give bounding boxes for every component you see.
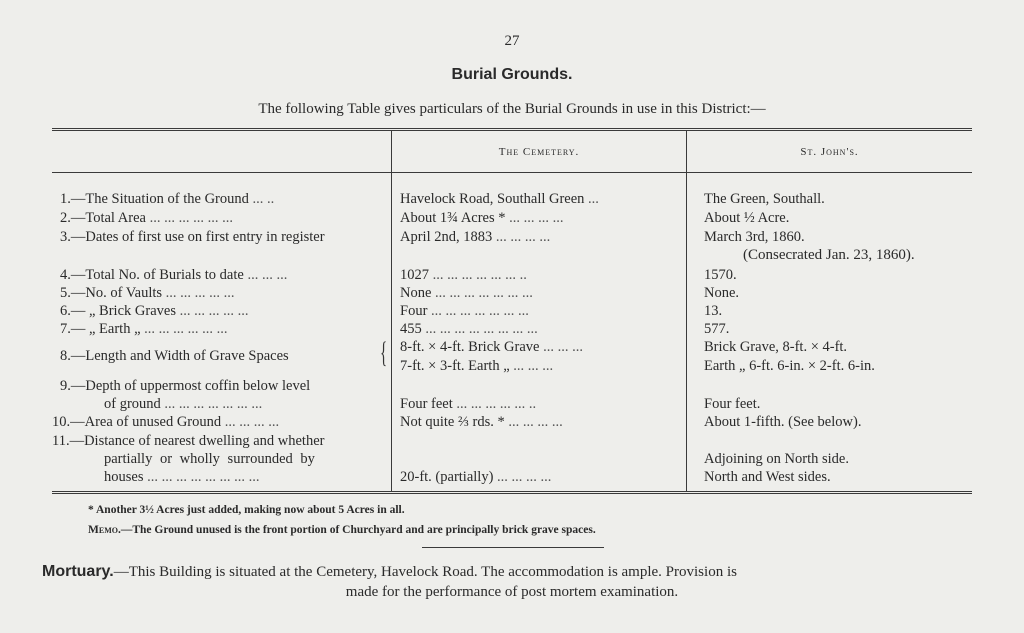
row-1-cemetery: Havelock Road, Southall Green ... (400, 191, 599, 207)
row-8-label: 8.—Length and Width of Grave Spaces (60, 348, 289, 364)
row-8-cemetery-earth: 7-ft. × 3-ft. Earth „ ... ... ... (400, 358, 554, 374)
row-3-st-johns-consecrated: (Consecrated Jan. 23, 1860). (743, 247, 915, 263)
page-number: 27 (504, 33, 520, 49)
row-9-label-cont: of ground ... ... ... ... ... ... ... (104, 396, 263, 412)
row-7-st-johns: 577. (704, 321, 730, 337)
row-4-label: 4.—Total No. of Burials to date ... ... ... (60, 267, 288, 283)
row-11-st-johns-adjoining: Adjoining on North side. (704, 451, 849, 467)
row-6-st-johns: 13. (704, 303, 723, 319)
column-divider-1 (391, 130, 392, 492)
row-4-st-johns: 1570. (704, 267, 737, 283)
row-11-label-cont2: houses ... ... ... ... ... ... ... ... (104, 469, 260, 485)
table-bottom-rule-thick (52, 493, 972, 494)
row-11-label: 11.—Distance of nearest dwelling and whether (52, 433, 325, 449)
row-2-cemetery: About 1¾ Acres * ... ... ... ... (400, 210, 564, 226)
row-11-cemetery: 20-ft. (partially) ... ... ... ... (400, 469, 552, 485)
header-bottom-rule (52, 172, 972, 173)
row-9-label: 9.—Depth of uppermost coffin below level (60, 378, 311, 394)
row-8-st-johns-brick: Brick Grave, 8-ft. × 4-ft. (704, 339, 848, 355)
brace-icon: { (380, 336, 388, 369)
row-6-cemetery: Four ... ... ... ... ... ... ... (400, 303, 529, 319)
row-10-st-johns: About 1-fifth. (See below). (704, 414, 862, 430)
row-9-cemetery: Four feet ... ... ... ... ... .. (400, 396, 537, 412)
row-10-cemetery: Not quite ⅔ rds. * ... ... ... ... (400, 414, 563, 430)
section-divider (422, 547, 604, 548)
row-3-st-johns: March 3rd, 1860. (704, 229, 805, 245)
row-5-cemetery: None ... ... ... ... ... ... ... (400, 285, 533, 301)
row-3-label: 3.—Dates of first use on first entry in register (60, 229, 325, 245)
page-title: Burial Grounds. (451, 66, 573, 83)
row-11-st-johns-sides: North and West sides. (704, 469, 831, 485)
table-top-rule-thick (52, 130, 972, 131)
row-9-st-johns: Four feet. (704, 396, 761, 412)
memo-note: Memo.—The Ground unused is the front portion of Churchyard and are principally brick grave spaces. (88, 524, 596, 536)
row-11-label-cont: partially or wholly surrounded by (104, 451, 315, 467)
row-7-cemetery: 455 ... ... ... ... ... ... ... ... (400, 321, 538, 337)
row-8-st-johns-earth: Earth „ 6-ft. 6-in. × 2-ft. 6-in. (704, 358, 875, 374)
row-10-label: 10.—Area of unused Ground ... ... ... ... (52, 414, 280, 430)
intro-text: The following Table gives particulars of the Burial Grounds in use in this District:— (258, 101, 766, 117)
row-2-label: 2.—Total Area ... ... ... ... ... ... (60, 210, 233, 226)
row-5-st-johns: None. (704, 285, 740, 301)
row-8-cemetery-brick: 8-ft. × 4-ft. Brick Grave ... ... ... (400, 339, 583, 355)
row-5-label: 5.—No. of Vaults ... ... ... ... ... (60, 285, 235, 301)
row-1-label: 1.—The Situation of the Ground ... .. (60, 191, 275, 207)
row-4-cemetery: 1027 ... ... ... ... ... ... .. (400, 267, 527, 283)
table-bottom-rule (52, 491, 972, 492)
row-6-label: 6.— „ Brick Graves ... ... ... ... ... (60, 303, 249, 319)
column-header-st-johns: St. John's. (800, 146, 859, 158)
row-2-st-johns: About ½ Acre. (704, 210, 790, 226)
row-7-label: 7.— „ Earth „ ... ... ... ... ... ... (60, 321, 228, 337)
column-header-cemetery: The Cemetery. (498, 146, 580, 158)
column-divider-2 (686, 130, 687, 492)
mortuary-paragraph: Mortuary.—This Building is situated at the Cemetery, Havelock Road. The accommodation is ample. Provision is (42, 563, 737, 580)
mortuary-paragraph-cont: made for the performance of post mortem examination. (345, 584, 679, 600)
row-1-st-johns: The Green, Southall. (704, 191, 825, 207)
footnote: * Another 3½ Acres just added, making now about 5 Acres in all. (88, 504, 405, 516)
row-3-cemetery: April 2nd, 1883 ... ... ... ... (400, 229, 551, 245)
table-top-rule (52, 128, 972, 129)
